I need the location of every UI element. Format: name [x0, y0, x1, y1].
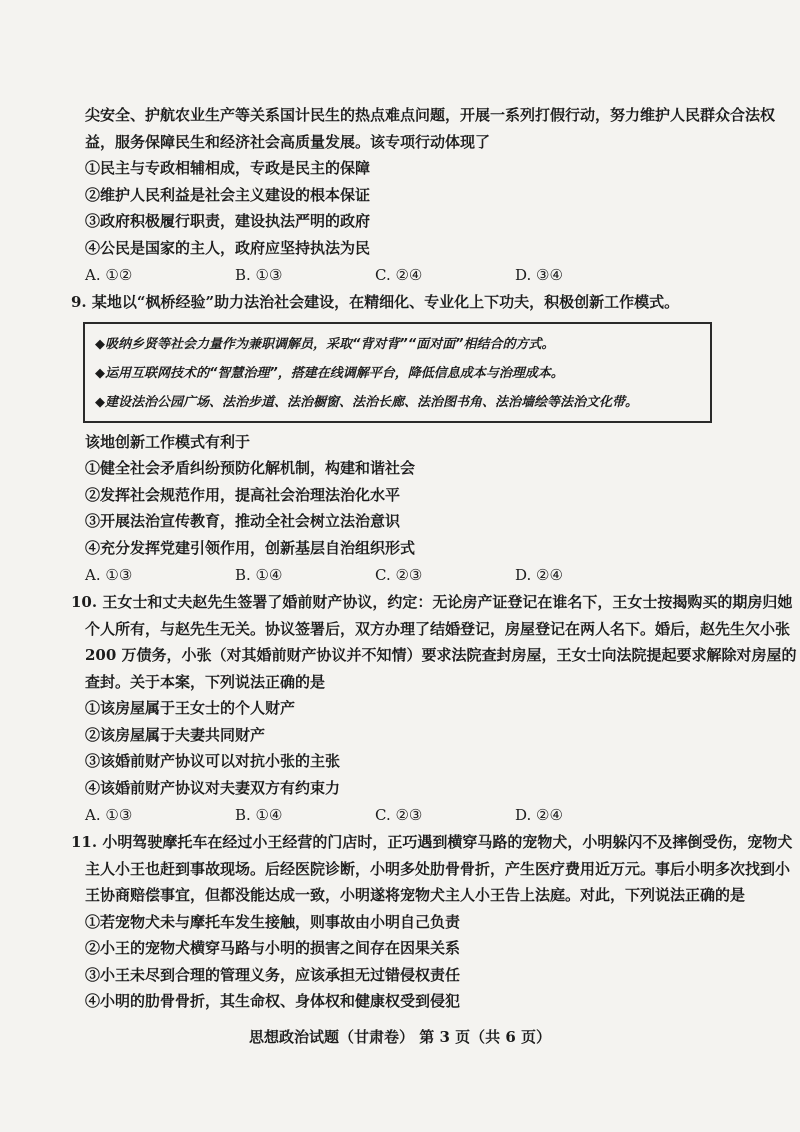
q8-option-c: C. ②④ — [375, 266, 423, 284]
q10-item: ①该房屋属于王女士的个人财产 — [85, 699, 296, 717]
q10-stem-line: 个人所有，与赵先生无关。协议签署后，双方办理了结婚登记，房屋登记在两人名下。婚后，赵先生欠小张 — [85, 619, 791, 638]
q8-item: ①民主与专政相辅相成，专政是民主的保障 — [85, 159, 371, 177]
q10-option-d: D. ②④ — [515, 806, 563, 824]
q10-stem-line: 200 万债务，小张（对其婚前财产协议并不知情）要求法院查封房屋，王女士向法院提起要求解除对房屋的 — [85, 646, 797, 664]
question-8 — [85, 102, 776, 289]
q10-option-b: B. ①④ — [235, 806, 283, 824]
question-10 — [71, 589, 797, 829]
q10-item: ③该婚前财产协议可以对抗小张的主张 — [85, 752, 341, 770]
q8-stem-line: 益，服务保障民生和经济社会高质量发展。该专项行动体现了 — [85, 132, 491, 151]
q11-stem-line: 王协商赔偿事宜，但都没能达成一致，小明遂将宠物犬主人小王告上法庭。对此，下列说法正确的是 — [85, 886, 746, 904]
q9-item: ③开展法治宣传教育，推动全社会树立法治意识 — [85, 512, 401, 530]
q9-stem: 9. 某地以“枫桥经验”助力法治社会建设，在精细化、专业化上下功夫，积极创新工作模式。 — [71, 293, 680, 311]
q9-option-d: D. ②④ — [515, 566, 563, 584]
q9-option-c: C. ②③ — [375, 566, 423, 584]
question-9 — [71, 289, 752, 589]
q8-item: ④公民是国家的主人，政府应坚持执法为民 — [85, 238, 371, 257]
q10-stem-line: 查封。关于本案，下列说法正确的是 — [85, 672, 326, 691]
q8-item: ③政府积极履行职责，建设执法严明的政府 — [85, 212, 371, 230]
q11-item: ①若宠物犬未与摩托车发生接触，则事故由小明自己负责 — [85, 912, 461, 931]
q9-option-b: B. ①④ — [235, 566, 283, 584]
q9-options — [85, 561, 752, 589]
q9-material-item: ◆建设法治公园广场、法治步道、法治橱窗、法治长廊、法治图书角、法治墙绘等法治文化带。 — [95, 394, 638, 410]
q9-prompt: 该地创新工作模式有利于 — [85, 432, 251, 451]
q11-stem-line: 11. 小明驾驶摩托车在经过小王经营的门店时，正巧遇到横穿马路的宠物犬，小明躲闪不及摔倒受伤，宠物犬 — [71, 833, 793, 851]
q9-item: ④充分发挥党建引领作用，创新基层自治组织形式 — [85, 538, 416, 557]
q8-stem-line: 尖安全、护航农业生产等关系国计民生的热点难点问题，开展一系列打假行动，努力维护人民群众合法权 — [85, 106, 776, 124]
q8-option-d: D. ③④ — [515, 266, 563, 284]
q11-item: ④小明的肋骨骨折，其生命权、身体权和健康权受到侵犯 — [85, 992, 461, 1010]
q9-item: ②发挥社会规范作用，提高社会治理法治化水平 — [85, 485, 401, 504]
q11-item: ②小王的宠物犬横穿马路与小明的损害之间存在因果关系 — [85, 939, 461, 957]
q9-material-box — [83, 322, 712, 423]
q10-stem-line: 10. 王女士和丈夫赵先生签署了婚前财产协议，约定：无论房产证登记在谁名下，王女士按揭购买的期房归她 — [71, 593, 793, 611]
q8-option-b: B. ①③ — [235, 266, 283, 284]
question-11 — [71, 829, 793, 1015]
q9-option-a: A. ①③ — [85, 566, 133, 584]
q8-item: ②维护人民利益是社会主义建设的根本保证 — [85, 185, 371, 204]
q11-stem-line: 主人小王也赶到事故现场。后经医院诊断，小明多处肋骨骨折，产生医疗费用近万元。事后小明多次找到小 — [85, 859, 791, 878]
q8-option-a: A. ①② — [85, 266, 133, 284]
q9-item: ①健全社会矛盾纠纷预防化解机制，构建和谐社会 — [85, 459, 416, 477]
q11-item: ③小王未尽到合理的管理义务，应该承担无过错侵权责任 — [85, 965, 461, 984]
q10-item: ④该婚前财产协议对夫妻双方有约束力 — [85, 778, 341, 797]
page-footer: 思想政治试题（甘肃卷） 第 3 页（共 6 页） — [249, 1028, 551, 1046]
q8-options — [85, 261, 752, 289]
q10-item: ②该房屋属于夫妻共同财产 — [85, 725, 266, 744]
q10-option-c: C. ②③ — [375, 806, 423, 824]
q10-options — [85, 801, 752, 829]
q9-material-item: ◆吸纳乡贤等社会力量作为兼职调解员，采取“背对背”“面对面”相结合的方式。 — [95, 336, 555, 352]
q9-material-item: ◆运用互联网技术的“智慧治理”，搭建在线调解平台，降低信息成本与治理成本。 — [95, 365, 564, 381]
q10-option-a: A. ①③ — [85, 806, 133, 824]
